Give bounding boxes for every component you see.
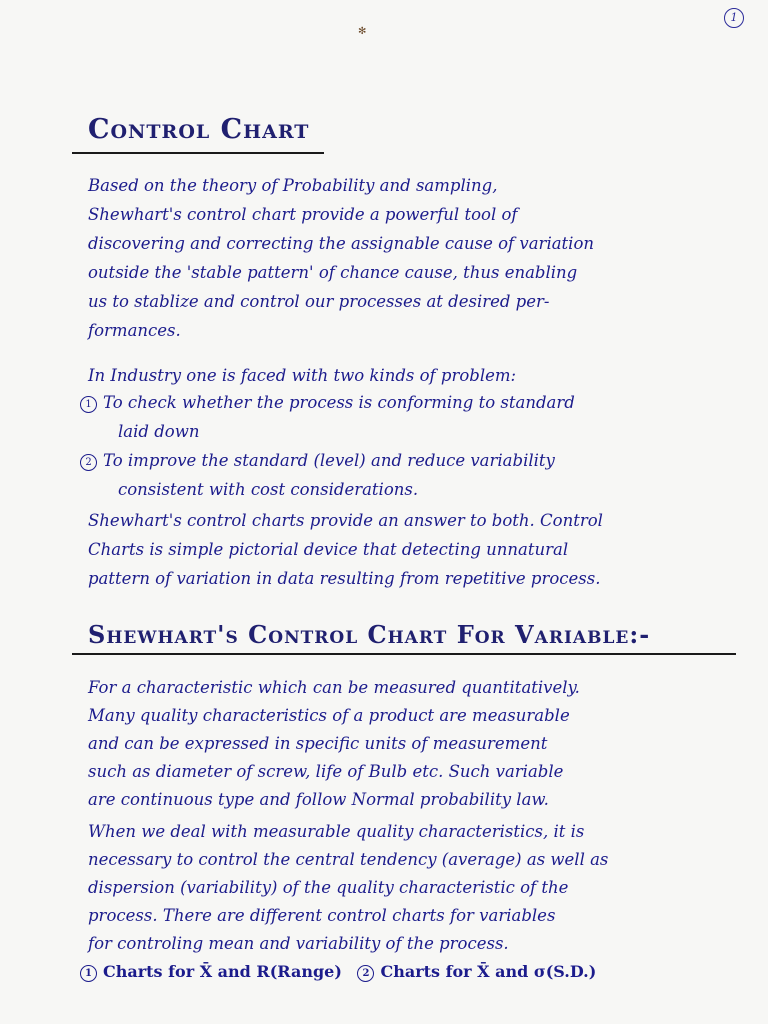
text-line: Shewhart's control charts provide an answer to both. Control [88, 511, 603, 530]
chart-types-line [80, 962, 596, 982]
list-item-text: To check whether the process is conforming to standard [103, 393, 575, 412]
text-line: In Industry one is faced with two kinds of problem: [88, 366, 517, 385]
text-line: consistent with cost considerations. [118, 480, 419, 499]
text-line: formances. [88, 321, 181, 340]
circled-number: 2 [80, 454, 97, 471]
text-line: process. There are different control charts for variables [88, 906, 556, 925]
text-line: necessary to control the central tendency (average) as well as [88, 850, 609, 869]
title-underline [72, 653, 736, 655]
text-line: are continuous type and follow Normal probability law. [88, 790, 549, 809]
text-line: laid down [118, 422, 200, 441]
section-title-variable-charts: Shewhart's Control Chart For Variable:- [88, 620, 651, 649]
text-line: Many quality characteristics of a product are measurable [88, 706, 570, 725]
text-line: discovering and correcting the assignable cause of variation [88, 234, 595, 253]
chart-type-text: Charts for X̄ and σ(S.D.) [380, 962, 597, 981]
text-line: Shewhart's control chart provide a powerful tool of [88, 205, 518, 224]
circled-number: 2 [357, 965, 374, 982]
list-item-text: To improve the standard (level) and reduce variability [103, 451, 555, 470]
section-title-control-chart: Control Chart [88, 114, 310, 145]
list-item [80, 393, 575, 413]
text-line: Charts is simple pictorial device that detecting unnatural [88, 540, 569, 559]
text-line: dispersion (variability) of the quality characteristic of the [88, 878, 569, 897]
chart-type-text: Charts for X̄ and R(Range) [103, 962, 342, 981]
text-line: for controling mean and variability of the process. [88, 934, 509, 953]
circled-number: 1 [80, 965, 97, 982]
text-line: Based on the theory of Probability and sampling, [88, 176, 498, 195]
page-number: 1 [724, 8, 744, 28]
list-item [80, 451, 555, 471]
text-line: such as diameter of screw, life of Bulb etc. Such variable [88, 762, 564, 781]
ink-speck: ✻ [358, 26, 367, 37]
text-line: For a characteristic which can be measured quantitatively. [88, 678, 580, 697]
circled-number: 1 [80, 396, 97, 413]
text-line: outside the 'stable pattern' of chance cause, thus enabling [88, 263, 578, 282]
title-underline [72, 152, 324, 154]
text-line: and can be expressed in specific units of measurement [88, 734, 548, 753]
text-line: pattern of variation in data resulting from repetitive process. [88, 569, 601, 588]
text-line: us to stablize and control our processes at desired per- [88, 292, 550, 311]
text-line: When we deal with measurable quality characteristics, it is [88, 822, 585, 841]
